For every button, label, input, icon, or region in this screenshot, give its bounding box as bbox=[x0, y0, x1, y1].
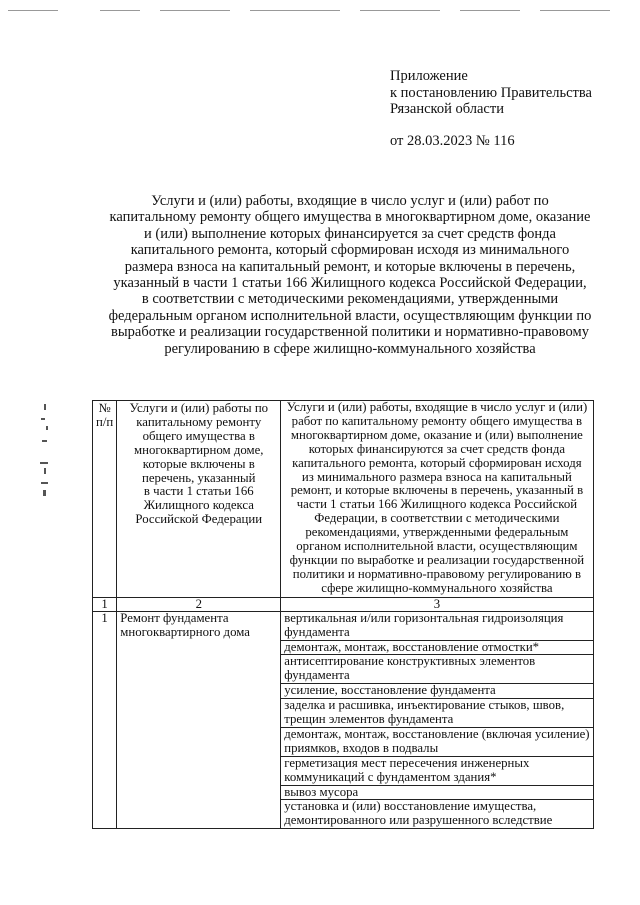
header-text: Федерации, в соответствии с методическими bbox=[314, 511, 560, 526]
header-text: Услуги и (или) работы по bbox=[129, 401, 269, 415]
work-text: заделка и расшивка, инъектирование стыков, швов, bbox=[284, 698, 565, 713]
work-text: демонтаж, монтаж, восстановление отмостки* bbox=[284, 639, 540, 654]
work-item bbox=[281, 785, 593, 800]
heading-line: и (или) выполнение которых финансируется за счет средств фонда bbox=[144, 225, 556, 242]
work-text: фундамента bbox=[284, 624, 350, 639]
header-text: в части 1 статьи 166 bbox=[143, 484, 254, 499]
heading-line: капитальному ремонту общего имущества в многоквартирном доме, оказание bbox=[109, 209, 591, 226]
work-text: вывоз мусора bbox=[284, 784, 359, 799]
heading-line: указанный в части 1 статьи 166 Жилищного кодекса Российской Федерации, bbox=[113, 275, 587, 292]
scan-top-edge bbox=[0, 10, 640, 14]
appendix-line: Приложение bbox=[390, 68, 468, 84]
work-text: фундамента bbox=[284, 668, 350, 683]
work-text: установка и (или) восстановление имущества, bbox=[284, 799, 537, 814]
work-item bbox=[281, 699, 593, 728]
table-header-row bbox=[93, 401, 594, 598]
work-item bbox=[281, 684, 593, 699]
service-text: многоквартирного дома bbox=[120, 624, 250, 639]
work-text: антисептирование конструктивных элементов bbox=[284, 654, 536, 669]
header-text: которые включены в bbox=[142, 456, 255, 471]
work-text: трещин элементов фундамента bbox=[284, 712, 454, 727]
heading-line: размера взноса на капитальный ремонт, и которые включены в перечень, bbox=[124, 258, 576, 275]
header-text: работ по капитальному ремонту общего имущества в bbox=[291, 413, 583, 428]
work-text: герметизация мест пересечения инженерных bbox=[284, 755, 530, 770]
work-text: вертикальная и/или горизонтальная гидроизоляция bbox=[284, 610, 564, 625]
header-text: общего имущества в bbox=[142, 428, 255, 443]
header-text: капитального ремонта, который сформирован исходя bbox=[292, 455, 582, 470]
header-text: перечень, указанный bbox=[142, 470, 256, 485]
header-text: Жилищного кодекса bbox=[143, 498, 254, 513]
heading-line: выработке и реализации государственной политики и нормативно-правовому bbox=[111, 324, 589, 341]
column-number: 3 bbox=[281, 597, 593, 611]
work-item bbox=[281, 640, 593, 655]
appendix-line: Рязанской области bbox=[390, 101, 504, 117]
heading-line: в соответствии с методическими рекомендациями, утвержденными bbox=[141, 291, 559, 308]
heading-line: капитального ремонта, который сформирован исходя из минимального bbox=[130, 242, 570, 259]
header-text: части 1 статьи 166 Жилищного кодекса Российской bbox=[296, 497, 578, 512]
services-table bbox=[92, 400, 594, 829]
heading-line: Услуги и (или) работы, входящие в число услуг и (или) работ по bbox=[151, 193, 549, 209]
work-text: коммуникаций с фундаментом здания* bbox=[284, 769, 497, 784]
header-text: сфере жилищно-коммунального хозяйства bbox=[321, 580, 553, 595]
row-number: 1 bbox=[93, 611, 117, 829]
header-text: Услуги и (или) работы, входящие в число услуг и (или) bbox=[286, 400, 588, 414]
service-text: Ремонт фундамента bbox=[120, 610, 229, 625]
work-item bbox=[281, 800, 593, 829]
header-text: Российской Федерации bbox=[135, 512, 263, 527]
column-number: 2 bbox=[117, 597, 281, 611]
appendix-line: к постановлению Правительства bbox=[390, 84, 592, 101]
header-text: которых финансируются за счет средств фонда bbox=[308, 441, 566, 456]
header-text: ремонт, и которые включены в перечень, указанный в bbox=[290, 483, 584, 498]
work-item bbox=[281, 611, 593, 640]
header-service-cell bbox=[117, 401, 281, 598]
header-text: многоквартирном доме, оказание и (или) выполнение bbox=[290, 427, 583, 442]
table-row bbox=[93, 611, 594, 640]
heading-line: регулированию в сфере жилищно-коммунального хозяйства bbox=[164, 340, 536, 357]
scan-margin-marks bbox=[38, 402, 56, 512]
work-text: демонтаж, монтаж, восстановление (включая усиление) bbox=[284, 726, 590, 741]
header-text: многоквартирном доме, bbox=[134, 442, 264, 457]
header-text: капитальному ремонту bbox=[136, 414, 262, 429]
appendix-block bbox=[390, 68, 592, 118]
header-text: органом исполнительной власти, осуществляющим bbox=[296, 539, 578, 554]
document-heading bbox=[80, 193, 620, 357]
header-number-cell bbox=[93, 401, 117, 598]
header-text: п/п bbox=[96, 414, 114, 429]
work-text: демонтированного или разрушенного вследствие bbox=[284, 813, 553, 828]
header-works-cell bbox=[281, 401, 593, 598]
header-text: № bbox=[98, 401, 111, 415]
heading-line: федеральным органом исполнительной власти, осуществляющим функции по bbox=[108, 307, 592, 324]
header-text: функции по выработке и реализации государственной bbox=[289, 552, 585, 567]
work-item bbox=[281, 727, 593, 756]
resolution-date-number: от 28.03.2023 № 116 bbox=[390, 133, 515, 149]
work-text: приямков, входов в подвалы bbox=[284, 740, 439, 755]
header-text: рекомендациями, утвержденными федеральным bbox=[305, 525, 569, 540]
header-text: из минимального размера взноса на капитальный bbox=[301, 469, 572, 484]
work-text: усиление, восстановление фундамента bbox=[284, 683, 496, 698]
service-name-cell bbox=[117, 611, 281, 829]
work-item bbox=[281, 655, 593, 684]
column-number: 1 bbox=[93, 597, 117, 611]
header-text: политики и нормативно-правовому регулированию в bbox=[292, 566, 581, 581]
work-item bbox=[281, 756, 593, 785]
column-numbers-row bbox=[93, 597, 594, 611]
